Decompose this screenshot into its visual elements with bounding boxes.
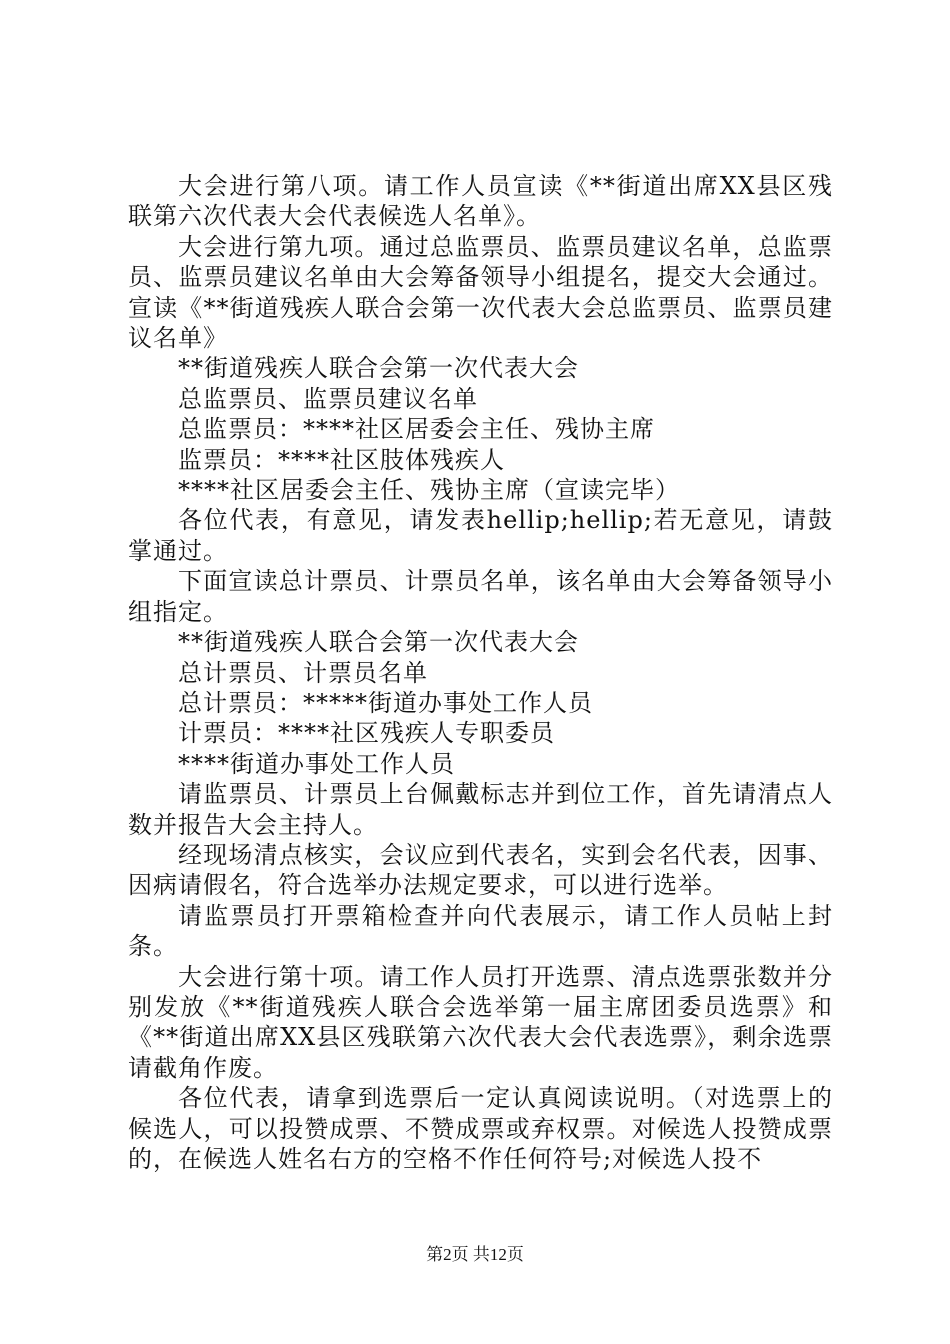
paragraph: 大会进行第九项。通过总监票员、监票员建议名单，总监票员、监票员建议名单由大会筹备领导小组提名，提交大会通过。宣读《**街道残疾人联合会第一次代表大会总监票员、监票员建议名单》 (128, 232, 833, 353)
paragraph: 大会进行第八项。请工作人员宣读《**街道出席XX县区残联第六次代表大会代表候选人名单》。 (128, 172, 833, 231)
paragraph: 总计票员：*****街道办事处工作人员 (178, 688, 593, 717)
paragraph: 大会进行第十项。请工作人员打开选票、清点选票张数并分别发放《**街道残疾人联合会选举第一届主席团委员选票》和《**街道出席XX县区残联第六次代表大会代表选票》，剩余选票请截角作废。 (128, 962, 833, 1082)
paragraph: ****街道办事处工作人员 (178, 749, 455, 778)
paragraph: **街道残疾人联合会第一次代表大会 (178, 354, 579, 383)
paragraph: 请监票员打开票箱检查并向代表展示，请工作人员帖上封条。 (128, 901, 833, 961)
paragraph: 各位代表，请拿到选票后一定认真阅读说明。（对选票上的候选人，可以投赞成票、不赞成票或弃权票。对候选人投赞成票的，在候选人姓名右方的空格不作任何符号;对候选人投不 (128, 1084, 833, 1173)
paragraph: 监票员：****社区肢体残疾人 (178, 445, 505, 474)
paragraph: **街道残疾人联合会第一次代表大会 (178, 628, 579, 657)
paragraph: 各位代表，有意见，请发表hellip;hellip;若无意见，请鼓掌通过。 (128, 506, 833, 565)
paragraph: 总计票员、计票员名单 (178, 658, 428, 687)
paragraph: 总监票员、监票员建议名单 (178, 384, 478, 413)
paragraph: 总监票员：****社区居委会主任、残协主席 (178, 415, 655, 444)
page-number-footer: 第2页 共12页 (426, 1245, 524, 1264)
paragraph: 下面宣读总计票员、计票员名单，该名单由大会筹备领导小组指定。 (128, 567, 833, 626)
paragraph: ****社区居委会主任、残协主席（宣读完毕） (178, 476, 680, 505)
paragraph: 请监票员、计票员上台佩戴标志并到位工作，首先请清点人数并报告大会主持人。 (128, 780, 833, 839)
paragraph: 计票员：****社区残疾人专职委员 (178, 719, 555, 748)
paragraph: 经现场清点核实，会议应到代表名，实到会名代表，因事、因病请假名，符合选举办法规定要求，可以进行选举。 (128, 840, 833, 900)
document-body (128, 171, 833, 1174)
